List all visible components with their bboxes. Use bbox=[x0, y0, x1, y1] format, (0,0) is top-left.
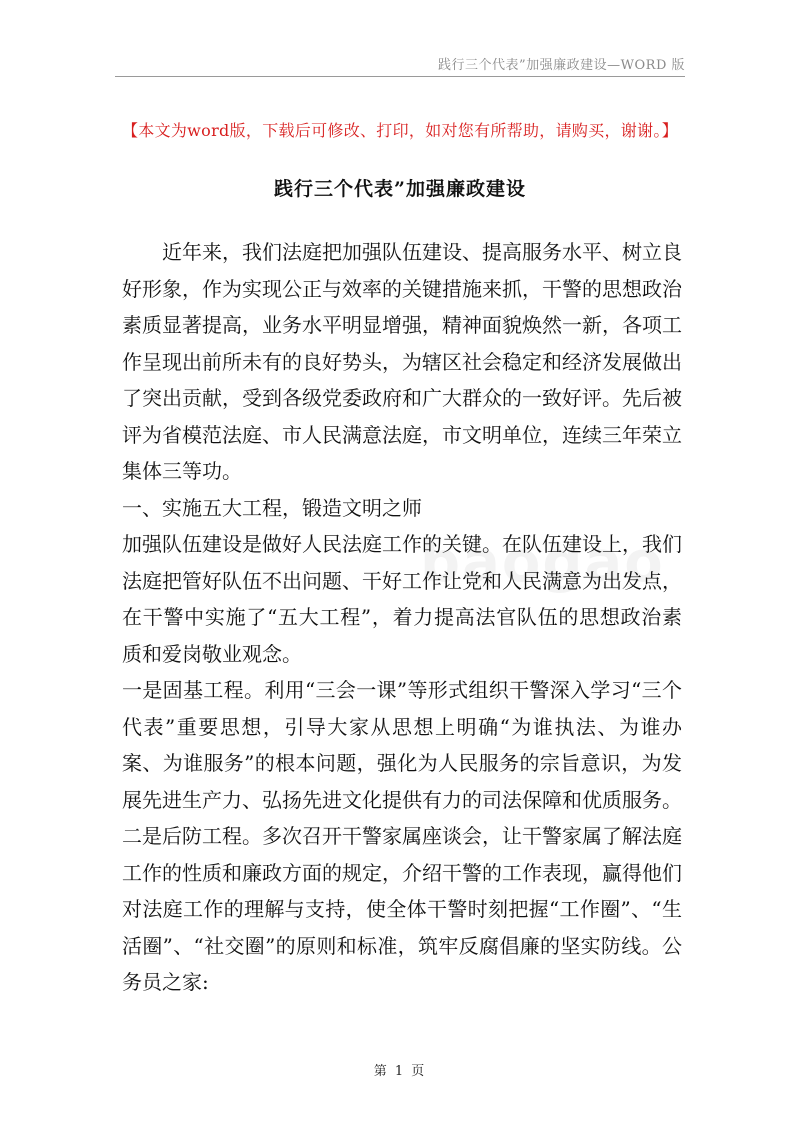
header-divider bbox=[115, 76, 685, 77]
document-title: 践行三个代表”加强廉政建设 bbox=[274, 178, 526, 200]
section-heading: 一、实施五大工程，锻造文明之师 bbox=[122, 495, 422, 520]
paragraph: 一是固基工程。利用“三会一课”等形式组织干警深入学习“三个代表”重要思想，引导大家从思想上明确“为谁执法、为谁办案、为谁服务”的根本问题，强化为人民服务的宗旨意识，为发展先进生产力、弘扬先进文化提供有力的司法保障和优质服务。 bbox=[122, 678, 682, 812]
running-header: 践行三个代表”加强廉政建设—WORD 版 bbox=[437, 58, 685, 73]
download-notice: 【本文为word版，下载后可修改、打印，如对您有所帮助，请购买，谢谢。】 bbox=[121, 121, 679, 140]
paragraph: 加强队伍建设是做好人民法庭工作的关键。在队伍建设上，我们法庭把管好队伍不出问题、干好工作让党和人民满意为出发点，在干警中实施了“五大工程”，着力提高法官队伍的思想政治素质和爱岗敬业观念。 bbox=[122, 532, 682, 666]
document-body bbox=[122, 234, 682, 1001]
paragraph: 二是后防工程。多次召开干警家属座谈会，让干警家属了解法庭工作的性质和廉政方面的规定，介绍干警的工作表现，赢得他们对法庭工作的理解与支持，使全体干警时刻把握“工作圈”、“生活圈”、“社交圈”的原则和标准，筑牢反腐倡廉的坚实防线。公务员之家: bbox=[122, 824, 682, 994]
paragraph-intro: 近年来，我们法庭把加强队伍建设、提高服务水平、树立良好形象，作为实现公正与效率的关键措施来抓，干警的思想政治素质显著提高，业务水平明显增强，精神面貌焕然一新，各项工作呈现出前所未有的良好势头，为辖区社会稳定和经济发展做出了突出贡献，受到各级党委政府和广大群众的一致好评。先后被评为省模范法庭、市人民满意法庭，市文明单位，连续三年荣立集体三等功。 bbox=[122, 240, 682, 483]
page-number: 第 1 页 bbox=[373, 1064, 427, 1079]
